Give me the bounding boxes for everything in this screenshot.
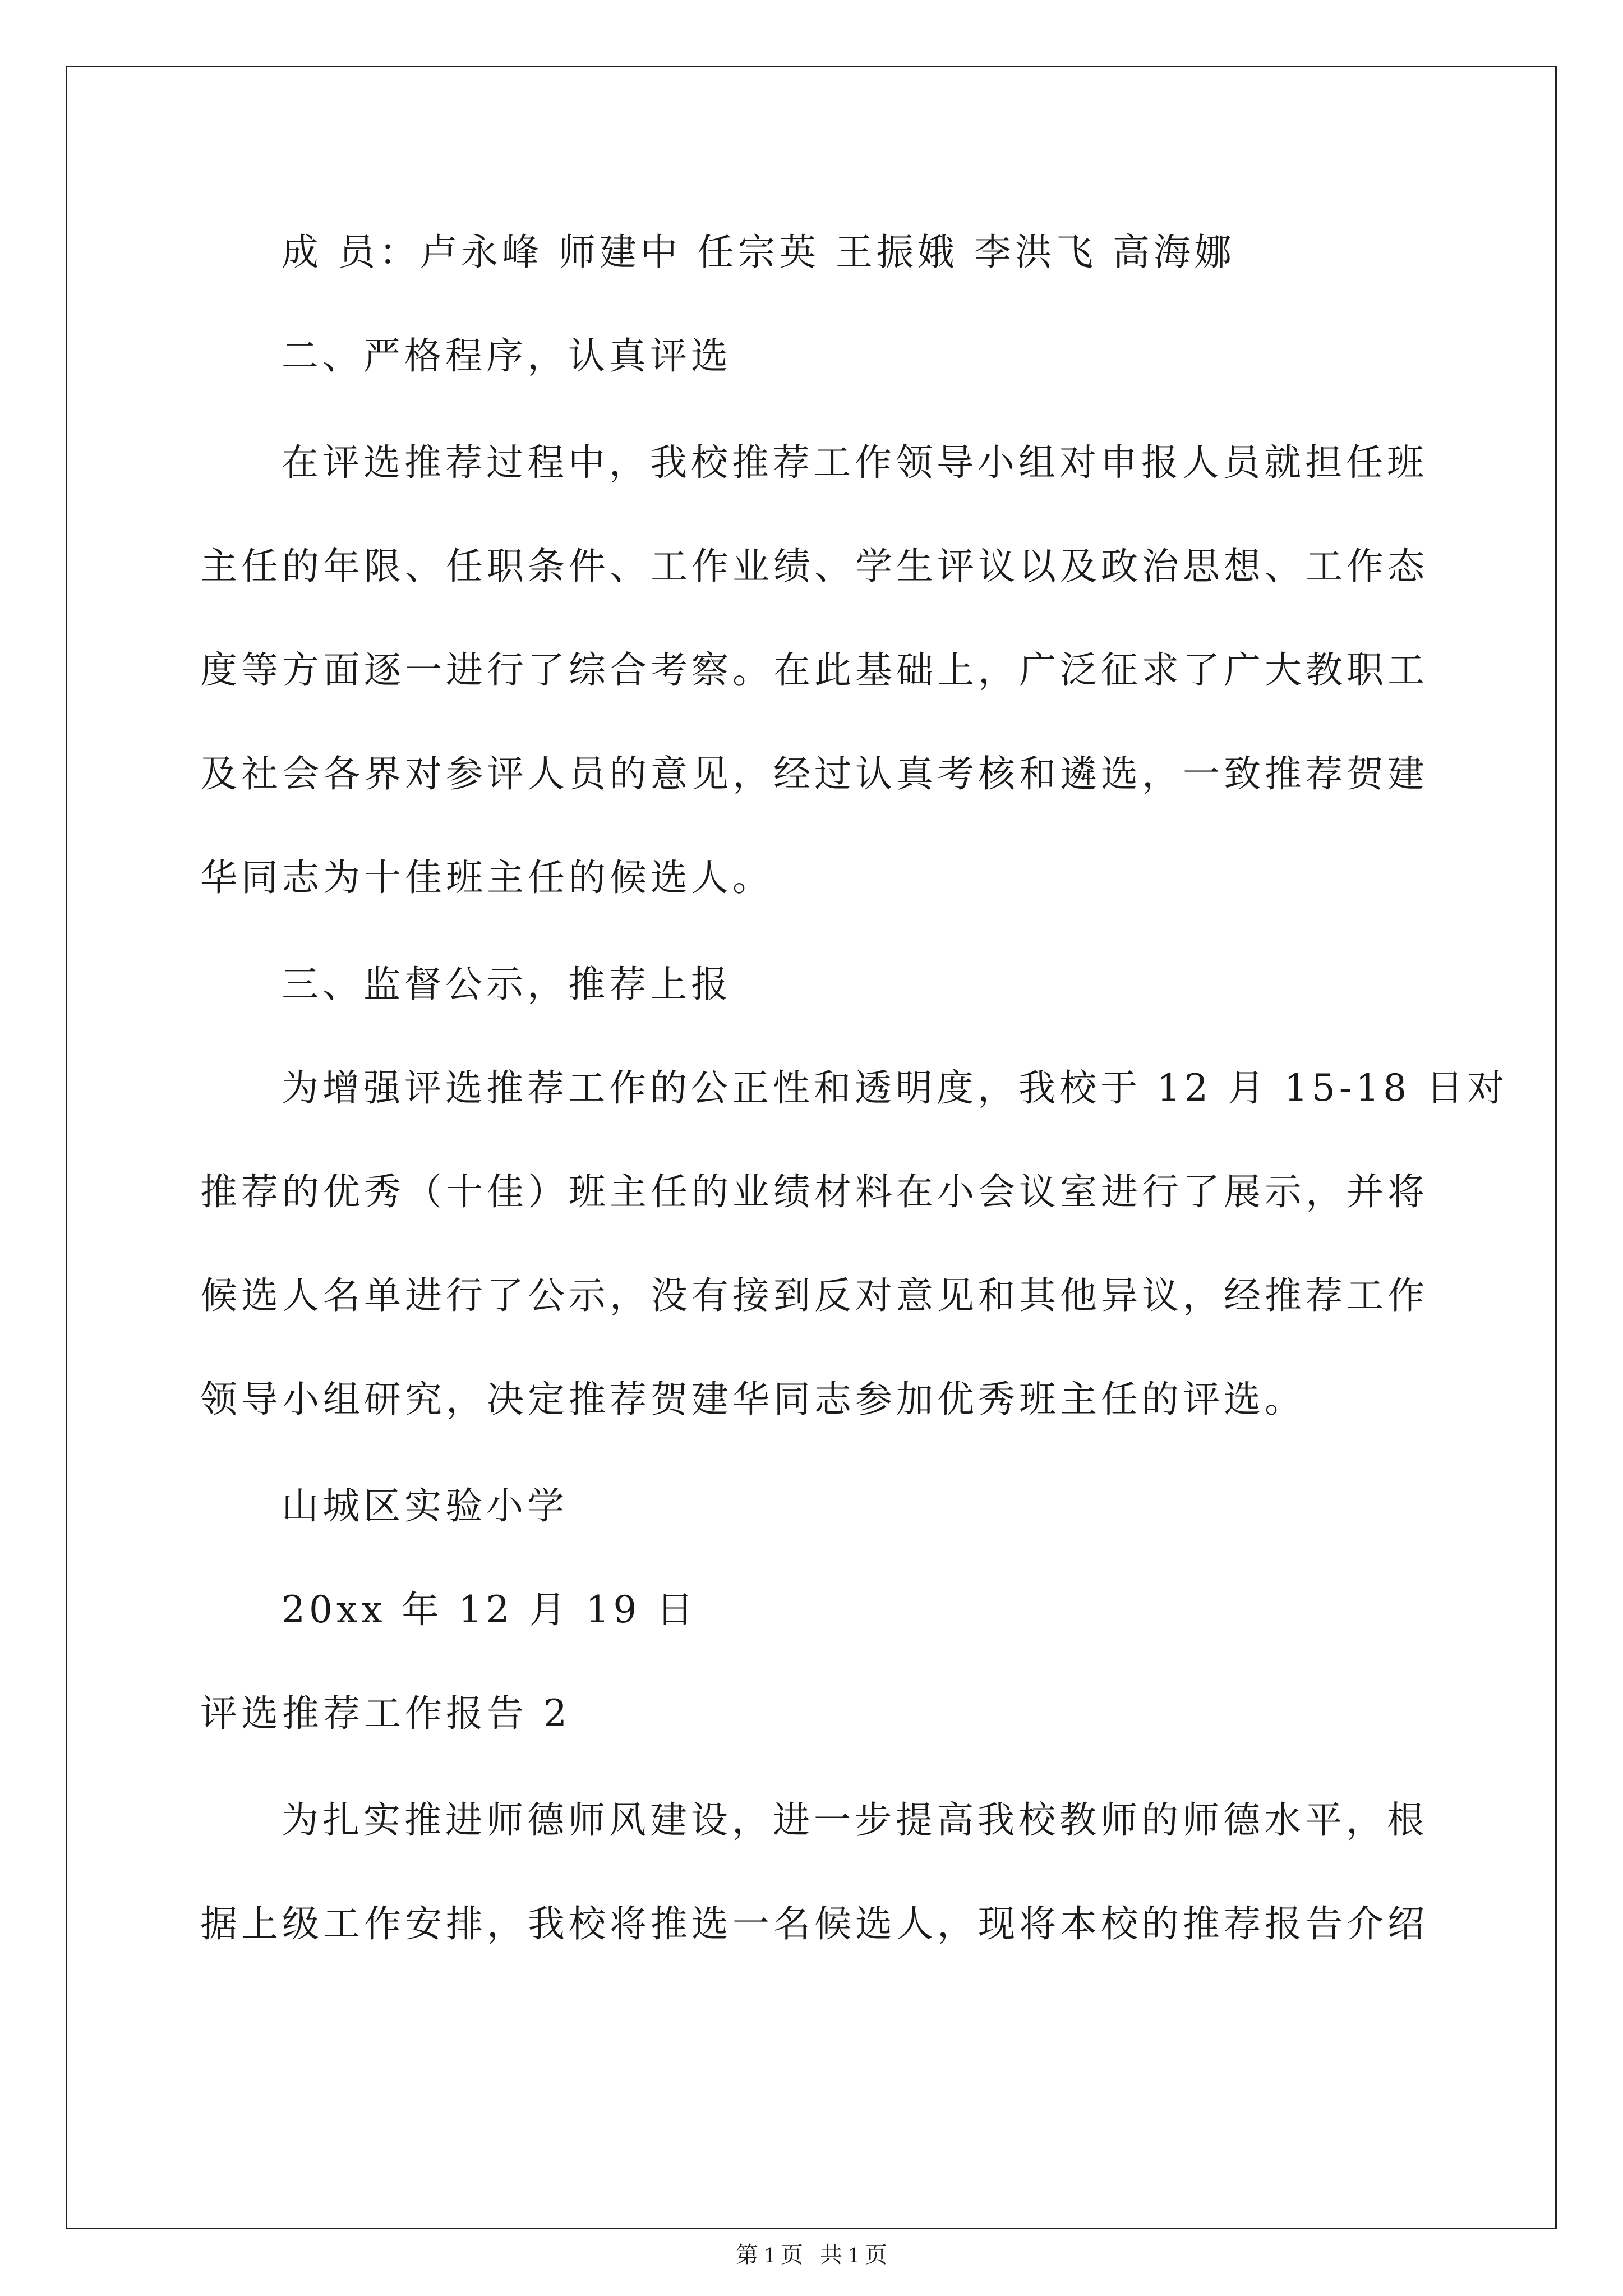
section-heading-3: 三、监督公示，推荐上报	[282, 963, 732, 1006]
page-number: 第 1 页	[736, 2242, 803, 2267]
section-heading-2: 二、严格程序，认真评选	[282, 334, 732, 378]
paragraph-line: 推荐的优秀（十佳）班主任的业绩材料在小会议室进行了展示，并将	[200, 1170, 1428, 1213]
report-title: 评选推荐工作报告 2	[200, 1692, 571, 1735]
paragraph-line: 为增强评选推荐工作的公正性和透明度，我校于 12 月 15-18 日对	[282, 1066, 1509, 1110]
paragraph-line: 候选人名单进行了公示，没有接到反对意见和其他异议，经推荐工作	[200, 1274, 1428, 1317]
paragraph-line: 为扎实推进师德师风建设，进一步提高我校教师的师德水平，根	[282, 1798, 1428, 1842]
signature-date: 20xx 年 12 月 19 日	[282, 1588, 698, 1631]
paragraph-line: 在评选推荐过程中，我校推荐工作领导小组对申报人员就担任班	[282, 441, 1428, 484]
paragraph-line: 据上级工作安排，我校将推选一名候选人，现将本校的推荐报告介绍	[200, 1902, 1428, 1945]
paragraph-line: 华同志为十佳班主任的候选人。	[200, 856, 773, 899]
paragraph-line: 度等方面逐一进行了综合考察。在此基础上，广泛征求了广大教职工	[200, 648, 1428, 692]
signature-organization: 山城区实验小学	[282, 1484, 568, 1527]
paragraph-line: 及社会各界对参评人员的意见，经过认真考核和遴选，一致推荐贺建	[200, 752, 1428, 795]
paragraph-line: 主任的年限、任职条件、工作业绩、学生评议以及政治思想、工作态	[200, 545, 1428, 588]
members-line: 成 员：卢永峰 师建中 任宗英 王振娥 李洪飞 高海娜	[282, 231, 1235, 274]
page-footer	[0, 2238, 1623, 2272]
page-total: 共 1 页	[820, 2242, 887, 2267]
paragraph-line: 领导小组研究，决定推荐贺建华同志参加优秀班主任的评选。	[200, 1378, 1306, 1421]
